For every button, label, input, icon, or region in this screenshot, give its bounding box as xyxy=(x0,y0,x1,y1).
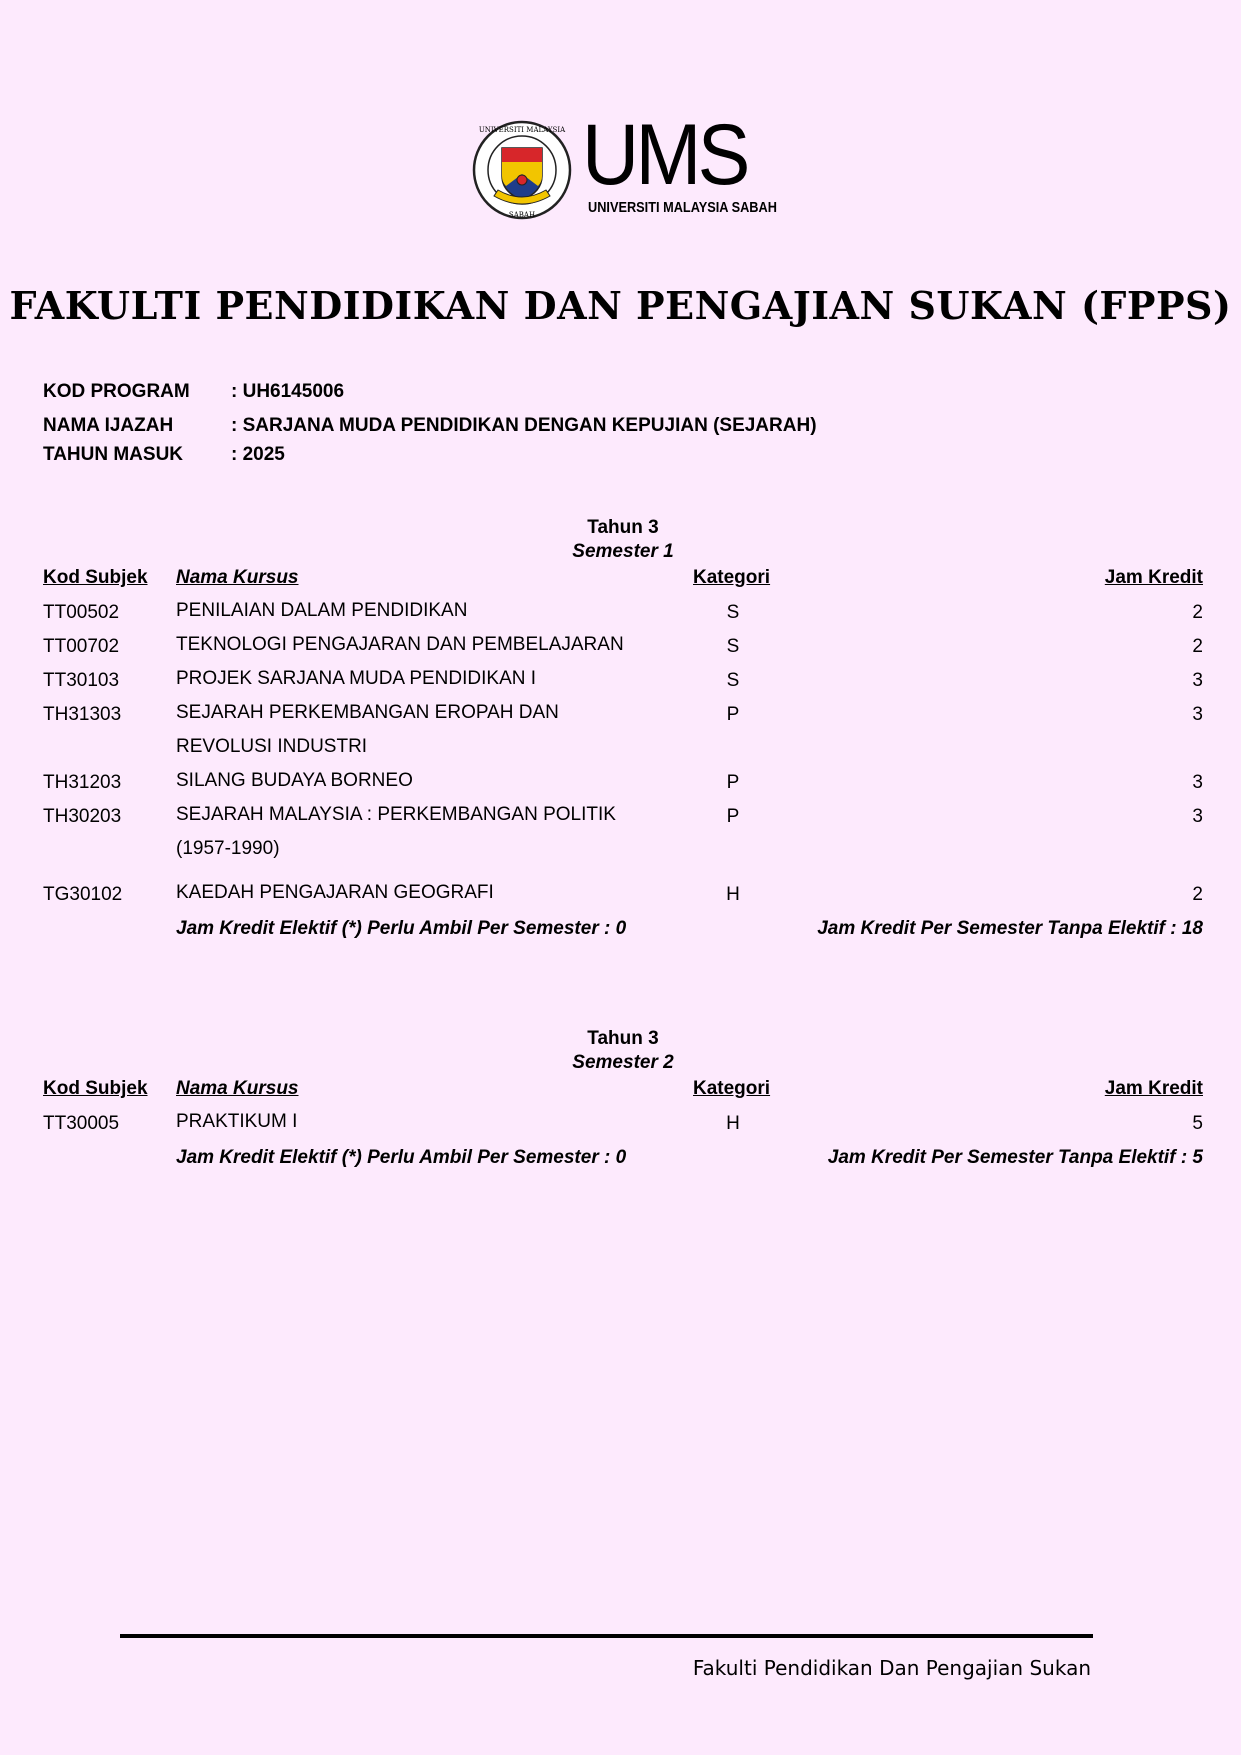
course-code: TH31303 xyxy=(43,704,122,725)
course-name-line: SEJARAH MALAYSIA : PERKEMBANGAN POLITIK xyxy=(176,804,616,825)
course-credit: 2 xyxy=(1192,636,1203,657)
course-code: TG30102 xyxy=(43,884,123,905)
col-header-kod: Kod Subjek xyxy=(43,567,148,588)
course-category: P xyxy=(726,772,740,793)
semester-2-heading xyxy=(0,1027,1241,1075)
course-credit: 3 xyxy=(1192,806,1203,827)
course-name-line: SEJARAH PERKEMBANGAN EROPAH DAN xyxy=(176,702,559,723)
course-category: H xyxy=(726,1113,740,1134)
semester-1-elective-summary: Jam Kredit Elektif (*) Perlu Ambil Per Semester : 0 xyxy=(176,918,627,939)
semester-1-year: Tahun 3 xyxy=(587,517,659,538)
col-header-jam: Jam Kredit xyxy=(1104,1078,1203,1099)
col-header-kategori: Kategori xyxy=(693,567,771,588)
logo-subtitle: UNIVERSITI MALAYSIA SABAH xyxy=(588,199,777,216)
course-name-line: PENILAIAN DALAM PENDIDIKAN xyxy=(176,600,468,621)
course-code: TH31203 xyxy=(43,772,122,793)
col-header-kategori: Kategori xyxy=(693,1078,771,1099)
degree-name-value: : SARJANA MUDA PENDIDIKAN DENGAN KEPUJIAN (SEJARAH) xyxy=(231,415,817,436)
course-name-line: PRAKTIKUM I xyxy=(176,1111,298,1132)
program-code-label: KOD PROGRAM xyxy=(43,381,190,402)
degree-name-label: NAMA IJAZAH xyxy=(43,415,174,436)
course-category: S xyxy=(726,670,740,691)
degree-name-row xyxy=(43,415,817,437)
semester-2-label: Semester 2 xyxy=(572,1052,674,1073)
course-name xyxy=(176,628,624,662)
course-name xyxy=(176,662,536,696)
semester-1-heading xyxy=(0,516,1241,564)
course-credit: 3 xyxy=(1192,704,1203,725)
course-credit: 3 xyxy=(1192,772,1203,793)
course-code: TT00702 xyxy=(43,636,120,657)
course-name xyxy=(176,1105,297,1139)
course-category: H xyxy=(726,884,740,905)
col-header-nama: Nama Kursus xyxy=(176,1078,299,1099)
course-name-line: SILANG BUDAYA BORNEO xyxy=(176,770,413,791)
program-code-value: : UH6145006 xyxy=(231,381,345,402)
col-header-jam: Jam Kredit xyxy=(1104,567,1203,588)
footer-faculty-name: Fakulti Pendidikan Dan Pengajian Sukan xyxy=(692,1656,1091,1680)
course-credit: 3 xyxy=(1192,670,1203,691)
footer-divider xyxy=(120,1634,1093,1638)
course-credit: 5 xyxy=(1192,1113,1203,1134)
course-name-line: TEKNOLOGI PENGAJARAN DAN PEMBELAJARAN xyxy=(176,634,624,655)
course-name-line: PROJEK SARJANA MUDA PENDIDIKAN I xyxy=(176,668,537,689)
course-credit: 2 xyxy=(1192,884,1203,905)
course-category: S xyxy=(726,602,740,623)
course-name xyxy=(176,696,559,764)
logo-brand: UMS xyxy=(582,107,747,203)
semester-2-credit-summary: Jam Kredit Per Semester Tanpa Elektif : 5 xyxy=(827,1147,1203,1168)
page-title: FAKULTI PENDIDIKAN DAN PENGAJIAN SUKAN (FPPS) xyxy=(9,283,1232,328)
seal-text-top: UNIVERSITI MALAYSIA xyxy=(478,126,566,134)
course-code: TT30005 xyxy=(43,1113,120,1134)
course-name-line: (1957-1990) xyxy=(176,838,280,859)
course-code: TH30203 xyxy=(43,806,122,827)
col-header-nama: Nama Kursus xyxy=(176,567,299,588)
col-header-kod: Kod Subjek xyxy=(43,1078,148,1099)
semester-1-credit-summary: Jam Kredit Per Semester Tanpa Elektif : 18 xyxy=(817,918,1203,939)
course-name xyxy=(176,876,494,910)
course-category: P xyxy=(726,806,740,827)
program-code-row xyxy=(43,381,344,403)
intake-year-row xyxy=(43,444,285,466)
seal-text-bottom: SABAH xyxy=(508,211,536,219)
intake-year-label: TAHUN MASUK xyxy=(43,444,184,465)
course-name-line: KAEDAH PENGAJARAN GEOGRAFI xyxy=(176,882,494,903)
semester-2-elective-summary: Jam Kredit Elektif (*) Perlu Ambil Per Semester : 0 xyxy=(176,1147,627,1168)
intake-year-value: : 2025 xyxy=(231,444,285,465)
course-code: TT30103 xyxy=(43,670,120,691)
course-category: S xyxy=(726,636,740,657)
ums-logo xyxy=(472,107,782,222)
course-name xyxy=(176,594,467,628)
semester-2-year: Tahun 3 xyxy=(587,1028,659,1049)
semester-1-label: Semester 1 xyxy=(572,541,674,562)
course-name-line: REVOLUSI INDUSTRI xyxy=(176,736,368,757)
course-name xyxy=(176,798,616,866)
course-code: TT00502 xyxy=(43,602,120,623)
course-category: P xyxy=(726,704,740,725)
course-credit: 2 xyxy=(1192,602,1203,623)
university-seal-icon xyxy=(472,120,572,220)
course-name xyxy=(176,764,413,798)
